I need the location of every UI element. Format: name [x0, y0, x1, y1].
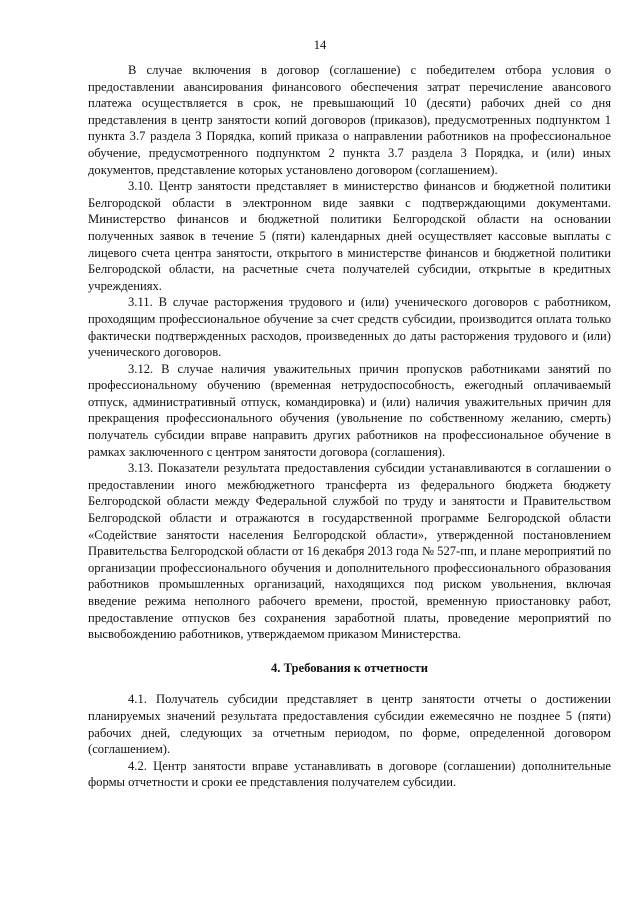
paragraph-4-1: 4.1. Получатель субсидии представляет в центр занятости отчеты о достижении планируемых значений результата предоставления субсидии ежемесячно не позднее 5 (пяти) рабочих дней, следующих за отчетным периодом, по форме, определенной договором (соглашением). [88, 692, 611, 757]
page-number: 14 [313, 38, 327, 52]
document-body [88, 62, 611, 791]
paragraph-3-12: 3.12. В случае наличия уважительных причин пропусков работниками занятий по профессиональному обучению (временная нетрудоспособность, ежегодный оплачиваемый отпуск, административный отпуск, командировка) и (или) наличия уважительных причин для прекращения профессионального обучения (увольнение по собственному желанию, смерть) получатель субсидии вправе направить других работников на профессиональное обучение в рамках заключенного с центром занятости договора (соглашения). [88, 361, 611, 459]
paragraph-4-2: 4.2. Центр занятости вправе устанавливать в договоре (соглашении) дополнительные формы отчетности и сроки ее представления получателем субсидии. [88, 758, 611, 790]
section-4-heading: 4. Требования к отчетности [271, 660, 428, 675]
paragraph-3-13: 3.13. Показатели результата предоставления субсидии устанавливаются в соглашении о предоставлении иного межбюджетного трансферта из федерального бюджета бюджету Белгородской области между Федеральной службой по труду и занятости и Правительством Белгородской области и отражаются в государственной программе Белгородской области «Содействие занятости населения Белгородской области», утвержденной постановлением Правительства Белгородской области от 16 декабря 2013 года № 527-пп, и плане мероприятий по организации профессионального обучения и дополнительного профессионального образования работников промышленных организаций, находящихся под риском увольнения, включая введение режима неполного рабочего времени, простой, временную приостановку работ, предоставление отпусков без сохранения заработной платы, проведение мероприятий по высвобождению работников, утверждаемом приказом Министерства. [88, 461, 611, 642]
paragraph-advance-payment: В случае включения в договор (соглашение) с победителем отбора условия о предоставлении авансирования финансового обеспечения затрат перечисление авансового платежа осуществляется в срок, не превышающий 10 (десяти) рабочих дней со дня представления в центр занятости копий договоров (приказов), предусмотренных подпунктом 1 пункта 3.7 раздела 3 Порядка, копий приказа о направлении работников на профессиональное обучение, предусмотренного подпунктом 2 пункта 3.7 раздела 3 Порядка, и (или) иных документов, представление которых установлено договором (соглашением). [88, 63, 611, 177]
paragraph-3-10: 3.10. Центр занятости представляет в министерство финансов и бюджетной политики Белгородской области в электронном виде заявки с подтверждающими документами. Министерство финансов и бюджетной политики Белгородской области на основании полученных заявок в течение 5 (пяти) календарных дней осуществляет кассовые выплаты с лицевого счета центра занятости, открытого в министерстве финансов и бюджетной политики Белгородской области, на расчетные счета получателей субсидии, открытые в кредитных учреждениях. [88, 179, 611, 293]
paragraph-3-11: 3.11. В случае расторжения трудового и (или) ученического договоров с работником, проходящим профессиональное обучение за счет средств субсидии, производится оплата только фактически подтвержденных расходов, произведенных до даты расторжения трудового и (или) ученического договоров. [88, 295, 611, 360]
